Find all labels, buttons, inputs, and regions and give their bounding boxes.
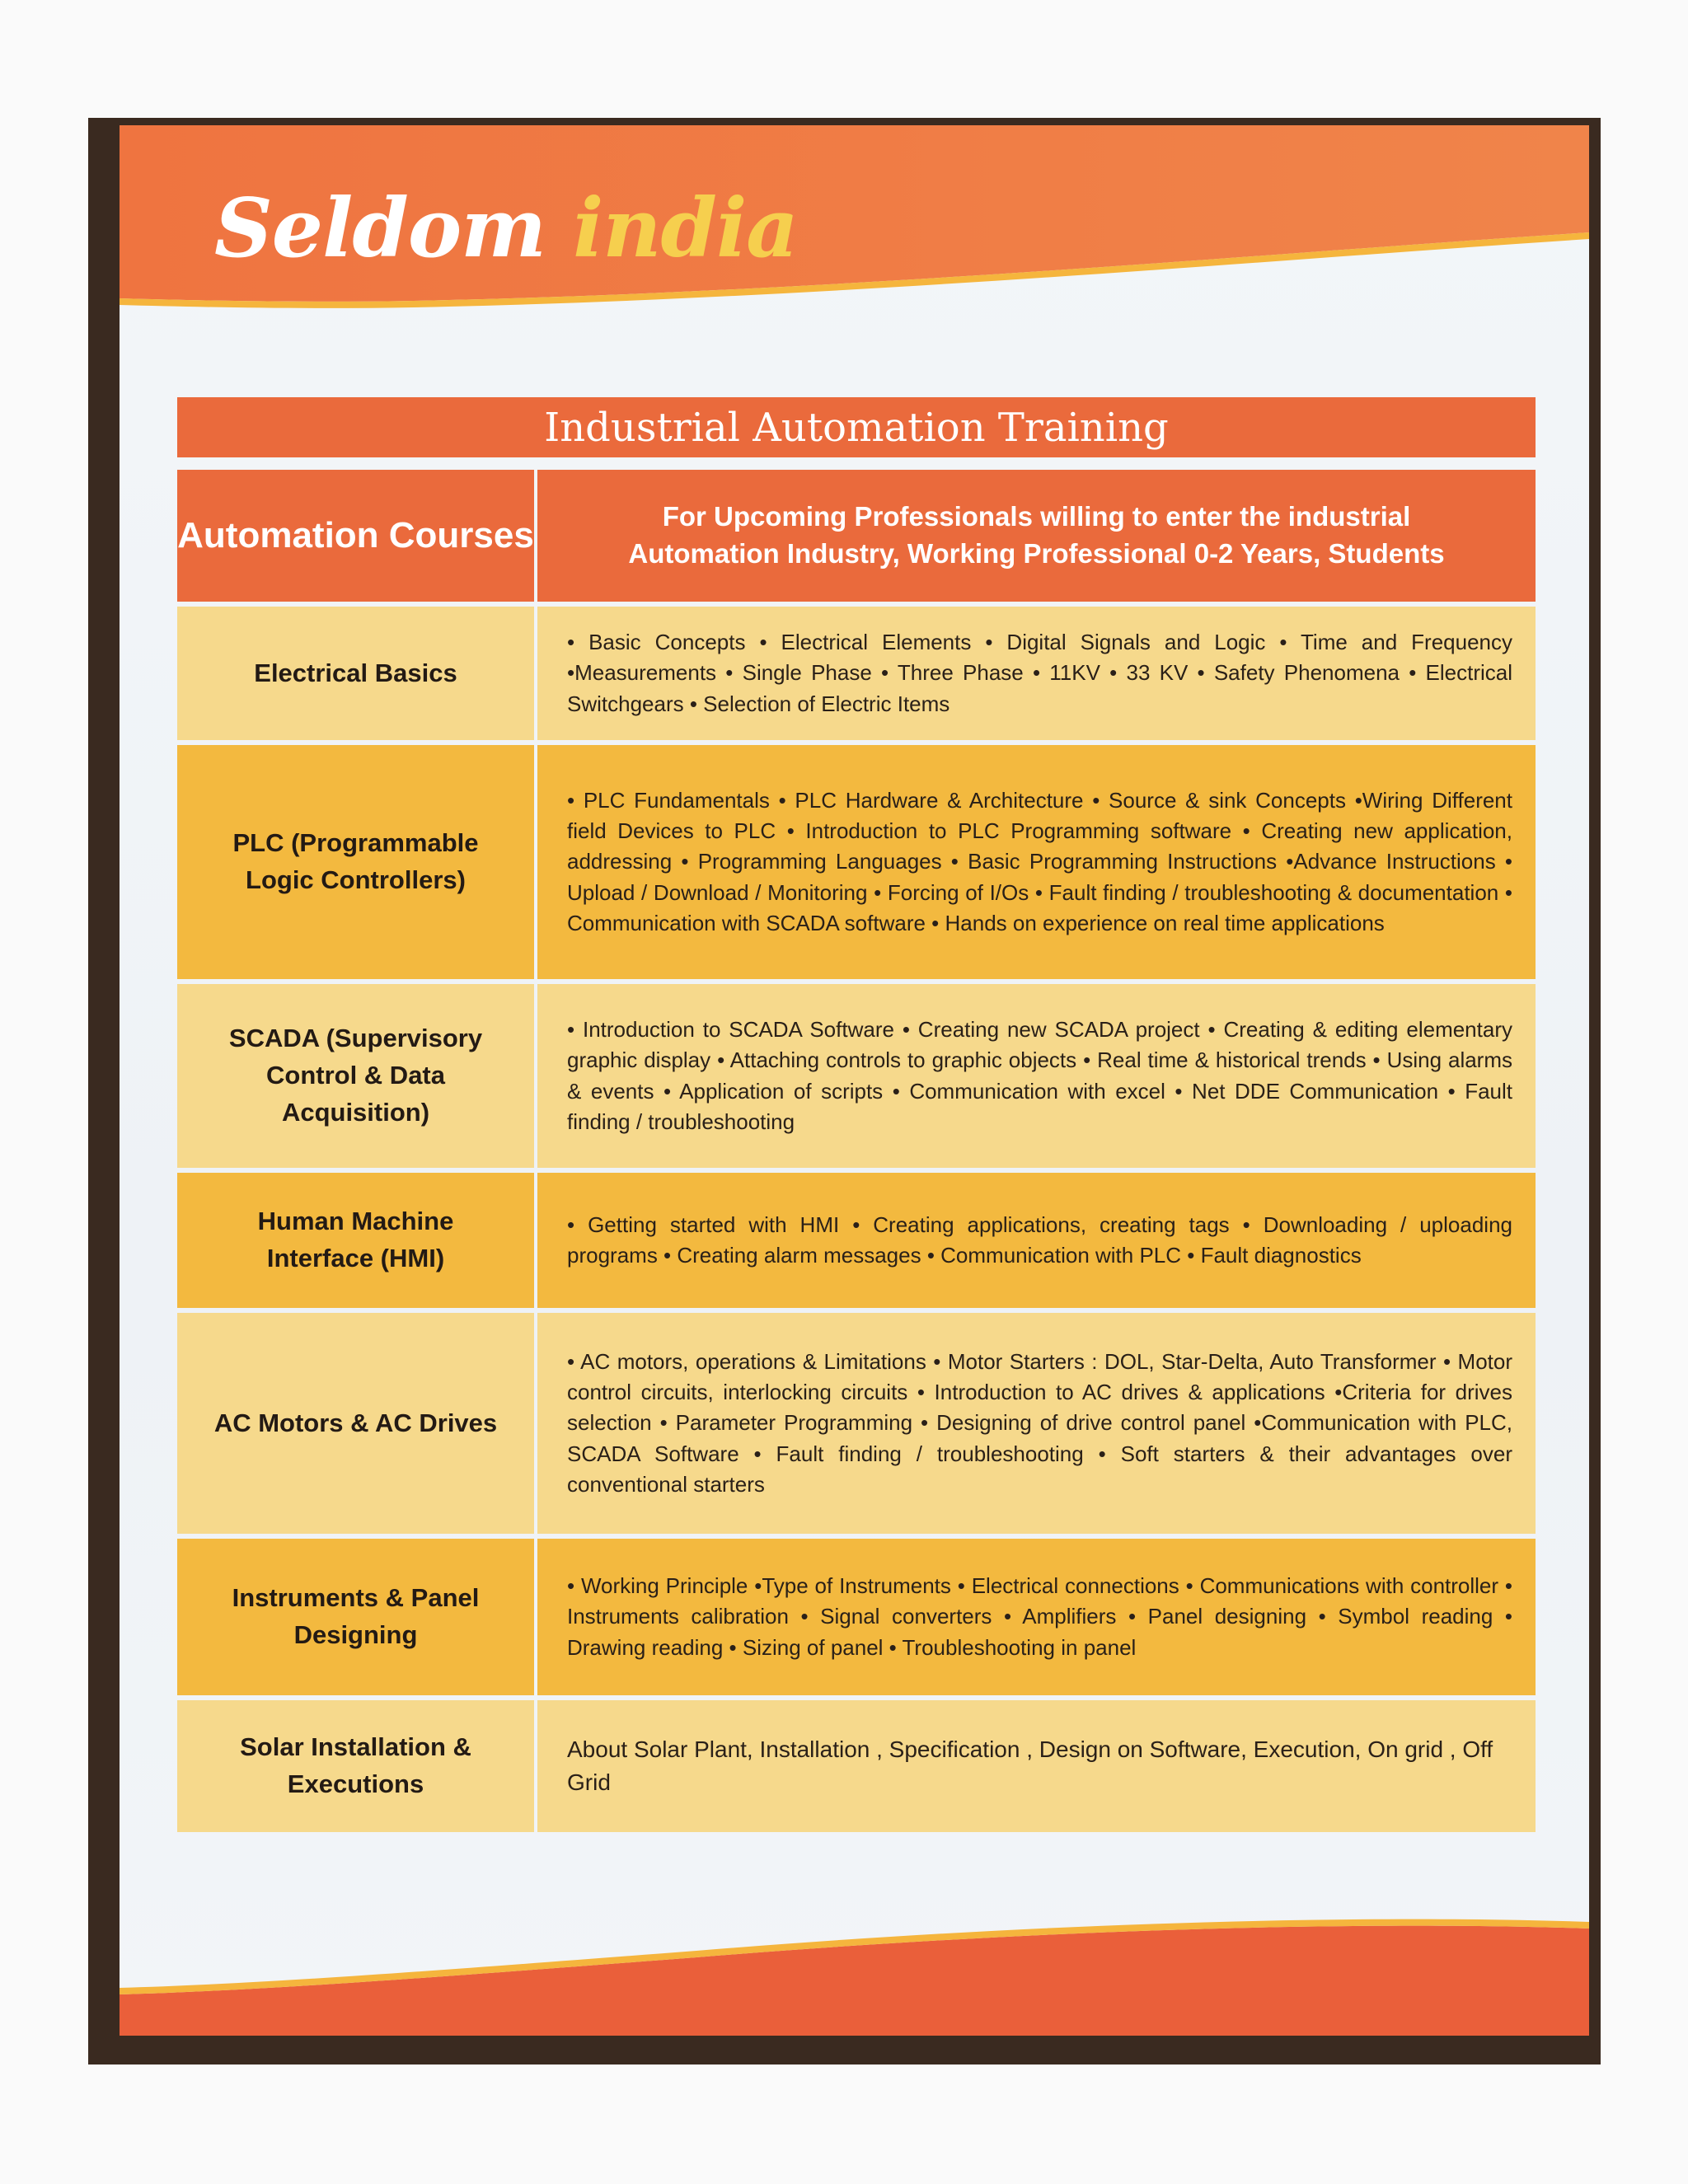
course-name-cell: [177, 745, 534, 979]
header-audience-label: For Upcoming Professionals willing to enter the industrial Automation Industry, Working Professional 0-2 Years, Students: [628, 501, 1445, 569]
course-name: SCADA (Supervisory Control & Data Acquisition): [228, 1024, 483, 1127]
course-name: PLC (Programmable Logic Controllers): [232, 828, 479, 894]
course-details-cell: [537, 607, 1536, 740]
header-courses-label: Automation Courses: [177, 515, 534, 556]
course-details: • PLC Fundamentals • PLC Hardware & Architecture • Source & sink Concepts •Wiring Different field Devices to PLC • Introduction to PLC Programming software • Creating new application, addressing • Programming Languages • Basic Programming Instructions •Advance Instructions • Upload / Download / Monitoring • Forcing of I/Os • Fault finding / troubleshooting & documentation • Communication with SCADA software • Hands on experience on real time applications: [567, 788, 1512, 935]
course-details-cell: [537, 984, 1536, 1168]
course-details: • Working Principle •Type of Instruments • Electrical connections • Communications with controller • Instruments calibration • Signal converters • Amplifiers • Panel designing • Symbol reading • Drawing reading • Sizing of panel • Troubleshooting in panel: [567, 1573, 1512, 1660]
brand-logo: [214, 181, 798, 276]
course-details-cell: [537, 1313, 1536, 1534]
course-name-cell: [177, 1173, 534, 1308]
header-audience: [537, 470, 1536, 602]
brand-word-seldom: Seldom: [214, 181, 546, 276]
course-table: [177, 470, 1536, 1832]
course-name-cell: [177, 607, 534, 740]
course-details: • Getting started with HMI • Creating applications, creating tags • Downloading / uploading programs • Creating alarm messages • Communication with PLC • Fault diagnostics: [567, 1212, 1512, 1268]
course-name-cell: [177, 1539, 534, 1695]
course-details-cell: [537, 1700, 1536, 1832]
course-name: Human Machine Interface (HMI): [257, 1207, 454, 1272]
title-banner: [177, 397, 1536, 457]
course-name-cell: [177, 1700, 534, 1832]
page-title: Industrial Automation Training: [544, 404, 1169, 451]
footer-wave: [120, 1912, 1589, 2036]
course-name: Electrical Basics: [254, 658, 457, 687]
course-details-cell: [537, 745, 1536, 979]
course-details-cell: [537, 1173, 1536, 1308]
course-details: • AC motors, operations & Limitations • Motor Starters : DOL, Star-Delta, Auto Transformer • Motor control circuits, interlocking circuits • Introduction to AC drives & applications •Criteria for drives selection • Parameter Programming • Designing of drive control panel •Communication with PLC, SCADA Software • Fault finding / troubleshooting • Soft starters & their advantages over conventional starters: [567, 1349, 1512, 1497]
course-details: About Solar Plant, Installation , Specification , Design on Software, Execution, On grid , Off Grid: [567, 1736, 1493, 1795]
course-name: Instruments & Panel Designing: [232, 1583, 480, 1649]
course-name-cell: [177, 1313, 534, 1534]
brand-word-india: india: [573, 181, 798, 276]
course-name-cell: [177, 984, 534, 1168]
course-details-cell: [537, 1539, 1536, 1695]
flyer-sheet: [120, 125, 1589, 2036]
course-name: Solar Installation & Executions: [240, 1732, 471, 1798]
header-courses: [177, 470, 534, 602]
course-details: • Introduction to SCADA Software • Creating new SCADA project • Creating & editing elementary graphic display • Attaching controls to graphic objects • Real time & historical trends • Using alarms & events • Application of scripts • Communication with excel • Net DDE Communication • Fault finding / troubleshooting: [567, 1017, 1512, 1134]
course-name: AC Motors & AC Drives: [213, 1408, 498, 1437]
course-details: • Basic Concepts • Electrical Elements • Digital Signals and Logic • Time and Frequency •Measurements • Single Phase • Three Phase • 11KV • 33 KV • Safety Phenomena • Electrical Switchgears • Selection of Electric Items: [567, 630, 1512, 716]
